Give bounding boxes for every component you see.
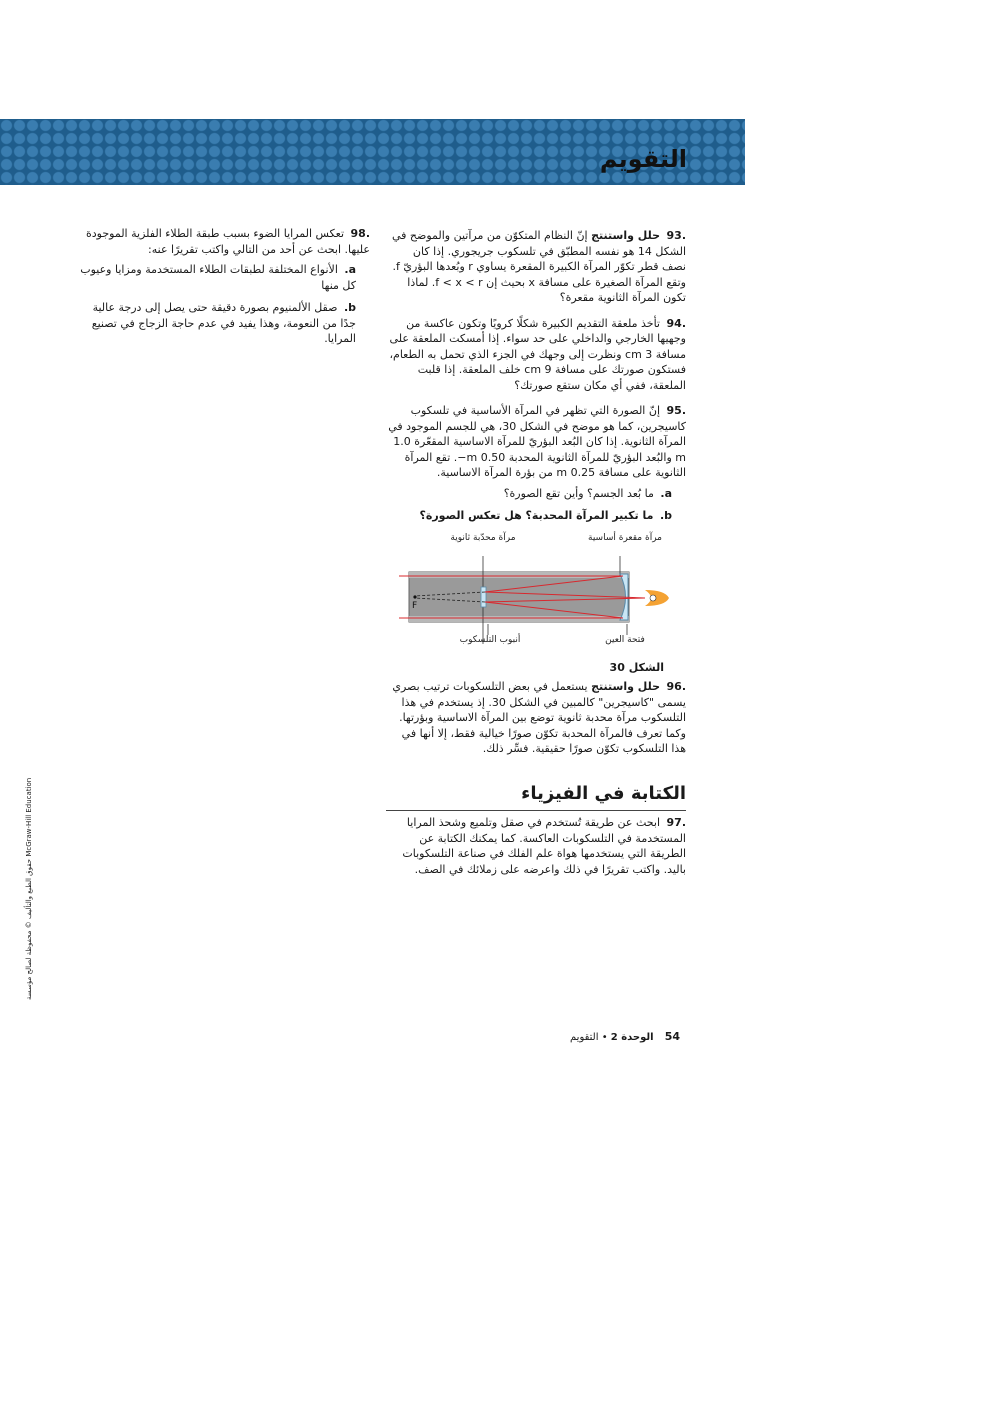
question-number: .97 bbox=[666, 816, 686, 829]
question-95a bbox=[386, 486, 686, 502]
question-number: .94 bbox=[666, 316, 686, 330]
question-94 bbox=[386, 316, 686, 394]
question-number: .95 bbox=[666, 404, 686, 417]
telescope-figure bbox=[395, 532, 680, 672]
tube-bottom-edge bbox=[409, 616, 629, 622]
question-number: .93 bbox=[666, 229, 686, 242]
question-96 bbox=[386, 679, 686, 757]
question-text: إنّ النظام المتكوّن من مرآتين والموضح في الشكل 14 هو نفسه المطبّق في تلسكوب جريجوري. إذا كان نصف قطر تكوّر المرآة الكبيرة المقعرة يساوي r وبُعدها البؤريّ f. وتقع المرآة الصغيرة على مسافة x بحيث إن f < x < r. لماذا تكون المرآة الثانوية مقعرة؟ bbox=[391, 229, 686, 304]
label-secondary-mirror: مرآة محدّبة ثانوية bbox=[450, 533, 516, 543]
question-keyword: حلل واستنتج bbox=[591, 680, 660, 693]
question-97 bbox=[386, 815, 686, 877]
figure-caption: الشكل 30 bbox=[609, 661, 664, 674]
secondary-mirror bbox=[481, 587, 486, 607]
question-number: .96 bbox=[666, 680, 686, 693]
footer-bullet: • bbox=[601, 1032, 608, 1043]
page-footer bbox=[570, 1030, 680, 1043]
header-banner bbox=[0, 119, 745, 185]
label-telescope-tube: أنبوب التلسكوب bbox=[459, 635, 521, 645]
sub-label: a. bbox=[660, 486, 672, 500]
footer-section: التقويم bbox=[570, 1032, 599, 1043]
question-97-block bbox=[386, 815, 686, 887]
question-keyword: حلل واستنتج bbox=[591, 229, 660, 242]
question-98b bbox=[78, 300, 370, 347]
questions-column-right bbox=[386, 228, 686, 531]
focus-point bbox=[413, 595, 416, 598]
questions-column-left bbox=[78, 226, 370, 354]
eye-pupil-icon bbox=[650, 595, 656, 601]
copyright-notice: حقوق الطبع والتأليف © محفوظة لصالح مؤسسة McGraw-Hill Education bbox=[25, 777, 33, 1000]
question-95b bbox=[386, 508, 686, 524]
sub-label: b. bbox=[343, 301, 356, 314]
page-title: التقويم bbox=[599, 145, 687, 173]
question-text: تعكس المرايا الضوء بسبب طبقة الطلاء الفلزية الموجودة عليها. ابحث عن أحد من التالي واكتب تقريرًا عنه: bbox=[86, 227, 370, 256]
label-eyepiece: فتحة العين bbox=[605, 635, 645, 645]
footer-unit: الوحدة 2 bbox=[610, 1032, 654, 1043]
question-text: تأخذ ملعقة التقديم الكبيرة شكلًا كرويًا وتكون عاكسة من وجهيها الخارجي والداخلي على حد سواء. إذا أمسكت الملعقة على مسافة 3 cm ونظرت إلى وجهك في الجزء الذي تحمل به الطعام، فستكون صورتك على مسافة 9 cm خلف الملعقة. إذا قلبت الملعقة، ففي أي مكان ستقع صورتك؟ bbox=[389, 316, 686, 392]
sub-label: b. bbox=[659, 509, 672, 522]
label-primary-mirror: مرآة مقعرة أساسية bbox=[588, 533, 662, 543]
question-93 bbox=[386, 228, 686, 306]
sub-text: صقل الألمنيوم بصورة دقيقة حتى يصل إلى درجة عالية جدًا من النعومة، وهذا يفيد في عدم حاجة الزجاج في تصنيع المرايا. bbox=[91, 301, 356, 345]
sub-label: a. bbox=[344, 263, 356, 276]
eye-icon bbox=[645, 590, 669, 606]
question-text: يستعمل في بعض التلسكوبات ترتيب بصري يسمى "كاسيجرين" كالمبين في الشكل 30. إذ يستخدم في هذا التلسكوب مرآة محدبة ثانوية توضع بين المرآة الاساسية وبؤرتها. وكما تعرف فالمرآة المحدبة تكوّن صورًا خيالية فقط، إلا أنها في هذا التلسكوب تكوّن صورًا حقيقية. فسِّر ذلك. bbox=[392, 680, 686, 755]
question-96-block bbox=[386, 679, 686, 767]
page-number: 54 bbox=[664, 1030, 681, 1043]
focus-label: F bbox=[412, 601, 418, 611]
question-98a bbox=[78, 262, 370, 293]
question-text: إنّ الصورة التي تظهر في المرآة الأساسية في تلسكوب كاسيجرين، كما هو موضح في الشكل 30، هي للجسم الموجود في المرآة الثانوية. إذا كان البُعد البؤريّ للمرآة الاساسية المقعّرة 1.0 m والبُعد البؤريّ للمرآة الثانوية المحدبة 0.50 m−. تقع المرآة الثانوية على مسافة 0.25 m من بؤرة المرآة الاساسية. bbox=[388, 404, 686, 479]
sub-text: ما بُعد الجسم؟ وأين تقع الصورة؟ bbox=[503, 486, 654, 500]
telescope-diagram bbox=[395, 532, 680, 672]
section-title: الكتابة في الفيزياء bbox=[386, 783, 686, 811]
sub-text: ما تكبير المرآة المحدبة؟ هل تعكس الصورة؟ bbox=[419, 509, 654, 522]
question-number: .98 bbox=[350, 227, 370, 240]
sub-text: الأنواع المختلفة لطبقات الطلاء المستخدمة ومزايا وعيوب كل منها bbox=[80, 263, 356, 292]
question-text: ابحث عن طريقة تُستخدم في صقل وتلميع وشحذ المرايا المستخدمة في التلسكوبات العاكسة. كما يمكنك الكتابة عن الطريقة التي يستخدمها هواة علم الفلك في صناعة التلسكوبات باليد. واكتب تقريرًا في ذلك واعرضه على زملائك في الصف. bbox=[402, 816, 686, 876]
question-98 bbox=[78, 226, 370, 257]
question-95 bbox=[386, 403, 686, 481]
tube-top-edge bbox=[409, 572, 629, 578]
